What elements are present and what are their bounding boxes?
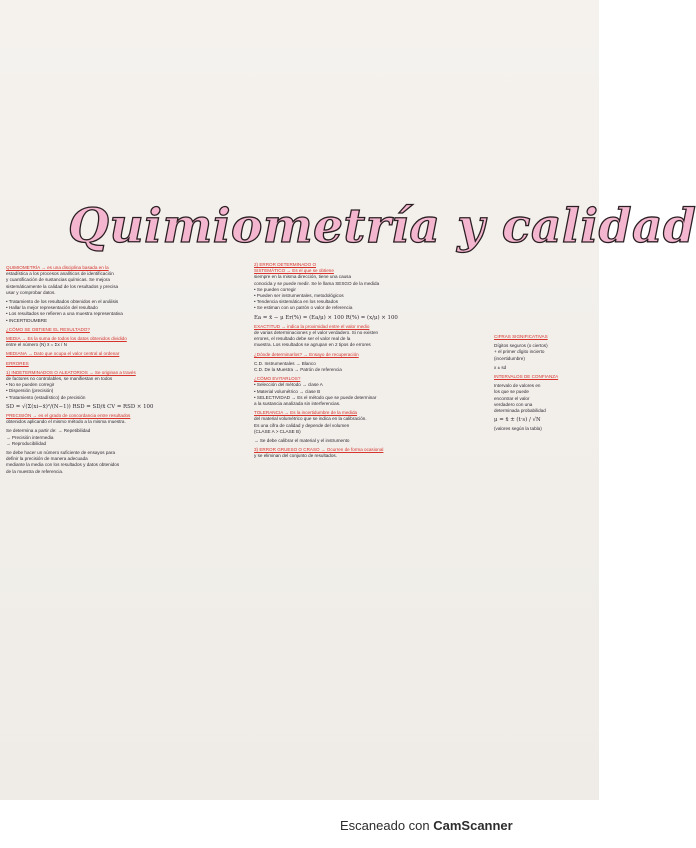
left-notes-column: [6, 265, 246, 475]
right-column-line: determinada probabilidad: [494, 408, 546, 414]
right-notes-column: [494, 334, 596, 433]
right-column-line: μ = x̄ ± (t·s) / √N: [494, 417, 541, 424]
middle-notes-column: [254, 262, 489, 460]
left-column-line: sistemáticamente la calidad de los resultados y precisa: [6, 283, 119, 289]
right-column-line: CIFRAS SIGNIFICATIVAS: [494, 334, 548, 339]
left-column-line: • Tratamiento (estadístico) de precisión: [6, 394, 86, 400]
left-column-line: ERRORES: [6, 360, 29, 366]
left-column-line: MEDIA → Es la suma de todos los datos obtenidos dividido: [6, 336, 127, 342]
right-column-line: los que se puede: [494, 389, 529, 395]
right-column-line: Intervalo de valores en: [494, 383, 541, 389]
page-title: Quimiometría y calidad: [68, 199, 696, 254]
left-column-line: PRECISIÓN → es el grado de concordancia entre resultados: [6, 413, 131, 419]
right-column-line: encontrar el valor: [494, 395, 530, 401]
middle-column-line: Es una cifra de calidad y depende del volumen: [254, 422, 350, 428]
right-column-line: Dígitos seguros (o ciertos): [494, 343, 548, 349]
right-column-line: verdadero con una: [494, 401, 533, 407]
middle-column-line: de varias determinaciones y el valor verdadero. Si no existen: [254, 330, 379, 336]
middle-column-line: • SELECTIVIDAD → Es el método que se puede determinar: [254, 394, 377, 400]
middle-column-line: a la sustancia analizada sin interferencias.: [254, 401, 341, 407]
middle-column-line: → Se debe calibrar el material y el instrumento: [254, 438, 350, 444]
middle-column-line: muestra. Los resultados se agrupan en 2 tipos de errores: [254, 342, 371, 348]
left-column-line: SD = √(Σ(xi−x̄)²/(N−1)) RSD = SD/x̄ CV = RSD × 100: [6, 403, 154, 410]
middle-column-line: • Material volumétrico → clase B: [254, 388, 321, 394]
left-column-line: • Los resultados se refieren a una muestra representativa: [6, 311, 123, 317]
left-column-line: MEDIANA → Dato que ocupa el valor central al ordenar: [6, 351, 120, 357]
middle-column-line: • Selección del método → clase A: [254, 382, 323, 388]
middle-column-line: TOLERANCIA → Es la incertidumbre de la medida: [254, 410, 358, 416]
middle-column-line: siempre en la misma dirección, tiene una causa: [254, 274, 352, 280]
middle-column-line: del material volumétrico que se indica en la calibración.: [254, 416, 367, 422]
left-column-line: Se determina a partir de: → Repetibilidad: [6, 428, 91, 434]
middle-column-line: conocida y se puede medir. Se le llama SESGO de la medida: [254, 280, 380, 286]
middle-column-line: • Se estiman con un patrón o valor de referencia: [254, 305, 353, 311]
right-column-line: INTERVALOS DE CONFIANZA: [494, 374, 559, 380]
middle-column-line: • Se pueden corregir: [254, 286, 296, 292]
left-column-line: obtenidos aplicando el mismo método a la misma muestra.: [6, 419, 126, 425]
left-column-line: y cuantificación de sustancias químicas. Se mejora: [6, 277, 110, 283]
left-column-line: • Hallar la mejor representación del resultado: [6, 305, 98, 311]
middle-column-line: EXACTITUD → indica la proximidad entre el valor medio: [254, 323, 370, 329]
middle-column-line: errores, el resultado debe ser el valor real de la: [254, 336, 351, 342]
middle-column-line: C.D. De la Muestra → Patrón de referencia: [254, 367, 342, 373]
middle-column-line: • Pueden ser instrumentales, metodológicos: [254, 293, 344, 299]
left-column-line: definir la precisión de manera adecuada: [6, 456, 88, 462]
left-column-line: entre el número (N) x̄ = Σx / N: [6, 342, 67, 348]
left-column-line: → Reproducibilidad: [6, 440, 47, 446]
left-column-line: ¿CÓMO SE OBTIENE EL RESULTADO?: [6, 326, 90, 332]
middle-column-line: (CLASE A > CLASE B): [254, 428, 301, 434]
left-column-line: 1) INDETERMINADOS O ALEATORIOS → Se originan a través: [6, 369, 136, 375]
right-column-line: (valores según la tabla): [494, 426, 542, 432]
middle-column-line: C.D. Instrumentales → Blanco: [254, 360, 316, 366]
left-column-line: usar y comprobar datos.: [6, 289, 56, 295]
left-column-line: • Dispersión (precisión): [6, 388, 54, 394]
left-column-line: de la muestra de referencia.: [6, 468, 64, 474]
scanner-watermark: [340, 818, 580, 833]
left-column-line: • No se pueden corregir: [6, 382, 55, 388]
middle-column-line: SISTEMÁTICO → Es el que se obtiene: [254, 268, 334, 274]
middle-column-line: • Tendencia sistemática en los resultados: [254, 299, 339, 305]
left-column-line: de factores no controlables, se manifiestan en todos: [6, 376, 113, 382]
middle-column-line: ¿CÓMO EVITARLOS?: [254, 376, 301, 382]
left-column-line: • Tratamiento de los resultados obtenidos en el análisis: [6, 299, 119, 305]
middle-column-line: 3) ERROR GRUESO O CRASO → Ocurren de forma ocasional: [254, 447, 384, 453]
watermark-prefix: Escaneado con: [340, 818, 434, 833]
left-column-line: • INCERTIDUMBRE: [6, 317, 48, 323]
watermark-brand: CamScanner: [433, 818, 513, 833]
right-column-line: x ± sd: [494, 364, 507, 370]
left-column-line: → Precisión intermedia: [6, 434, 54, 440]
middle-column-line: Ea = x̄ − μ Er(%) = (Ea/μ) × 100 R(%) = (x/μ) × 100: [254, 314, 398, 321]
middle-column-line: y se eliminan del conjunto de resultados.: [254, 453, 337, 459]
right-column-line: + el primer dígito incierto: [494, 349, 545, 355]
middle-column-line: ¿Dónde determinarlos? → Ensayo de recuperación: [254, 351, 359, 357]
right-column-line: (incertidumbre): [494, 355, 525, 361]
left-column-line: estadística a los procesos analíticos de identificación: [6, 271, 114, 277]
left-column-line: mediante la media con los resultados y datos obtenidos: [6, 462, 120, 468]
middle-column-line: 2) ERROR DETERMINADO O: [254, 262, 317, 267]
left-column-line: QUIMIOMETRÍA → es una disciplina basada en la: [6, 265, 109, 270]
left-column-line: Se debe hacer un número suficiente de ensayos para: [6, 450, 116, 456]
